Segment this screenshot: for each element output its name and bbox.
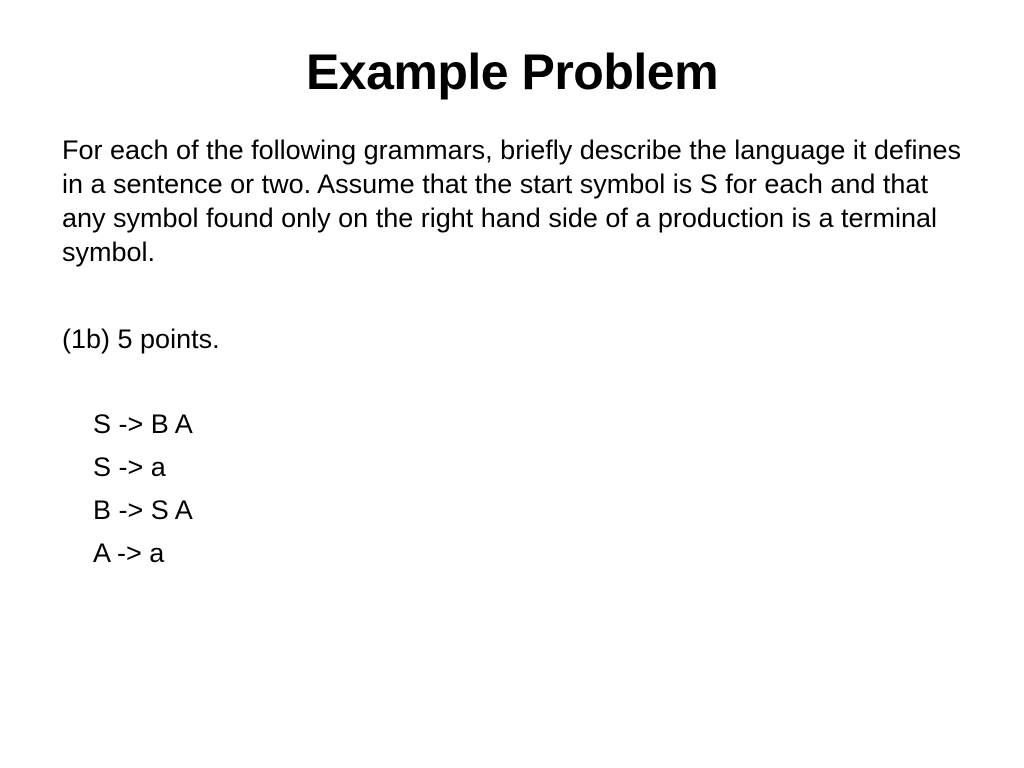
slide-title: Example Problem xyxy=(305,44,719,100)
production-rule: A -> a xyxy=(93,538,165,568)
problem-label: (1b) 5 points. xyxy=(62,324,220,354)
production-rule: B -> S A xyxy=(93,495,193,525)
grammar-productions xyxy=(93,406,193,578)
instructions-text: For each of the following grammars, briefly describe the language it defines in a sentence or two. Assume that the start symbol is S for each and that any symbol found only on the right hand side of a production is a terminal symbol. xyxy=(62,135,961,267)
production-rule: S -> a xyxy=(93,452,166,482)
production-rule: S -> B A xyxy=(93,409,193,439)
